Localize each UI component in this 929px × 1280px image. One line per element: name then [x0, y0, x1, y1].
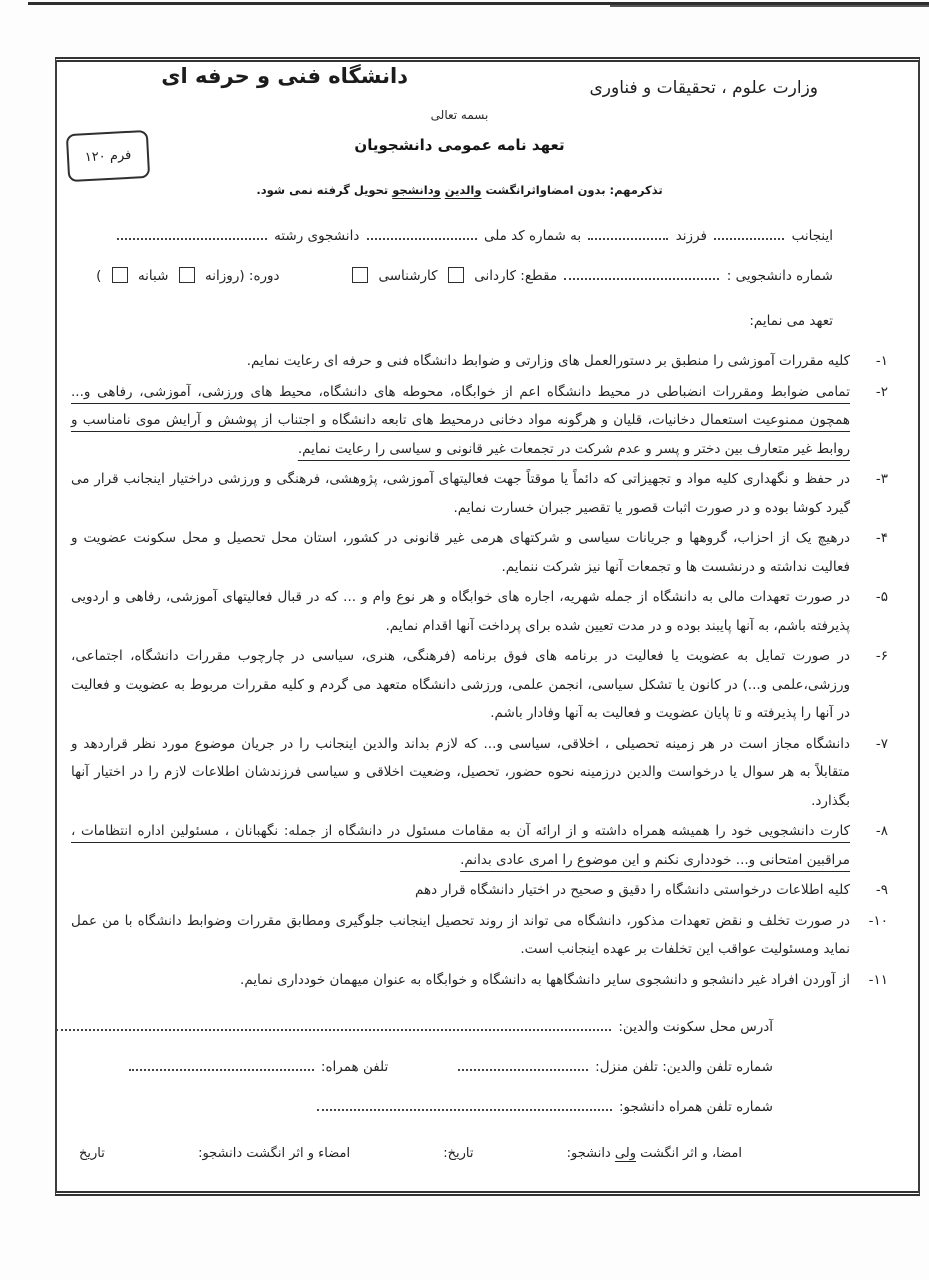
item-text: در صورت تعهدات مالی به دانشگاه از جمله شهریه، اجاره های خوابگاه و هر نوع وام و ... که در قبال فعالیتهای آموزشی، رفاهی و اردویی پذیرفته باشم، به آنها پایبند بوده و در مدت تعیین شده برای پرداخت آنها اقدام نمایم.	[71, 589, 850, 634]
student-identity-line	[71, 224, 833, 248]
commitment-item-2	[71, 378, 888, 464]
label-parents-phone: شماره تلفن والدین: تلفن منزل:	[595, 1059, 773, 1075]
commitment-item-1	[71, 347, 888, 376]
item-number: ۴-	[875, 530, 888, 546]
item-text: دانشگاه مجاز است در هر زمینه تحصیلی ، اخلاقی، سیاسی و... که لازم بداند والدین اینجانب را در جریان موضوع مورد نظر قراردهد و متقابلاً به هر سوال یا درخواست والدین درزمینه نحوه حضور، تحصیل، وضعیت اخلاقی و سیاسی فرزندشان اطلاعات لازم را در اختیار آنها بگذارد.	[71, 735, 850, 809]
item-number: ۸-	[875, 823, 888, 839]
form-border-frame	[55, 57, 920, 1196]
item-number: ۱-	[875, 353, 888, 369]
item-text: از آوردن افراد غیر دانشجو و دانشجوی سایر دانشگاهها به دانشگاه و خوابگاه به عنوان میهمان خودداری نمایم.	[240, 971, 850, 988]
blank-national-id[interactable]	[367, 226, 477, 240]
parents-phone-line	[71, 1054, 773, 1080]
commitment-item-11	[71, 966, 888, 995]
item-number: ۷-	[875, 735, 888, 752]
checkbox-shabane[interactable]	[112, 267, 128, 283]
checkbox-rozane[interactable]	[179, 267, 195, 283]
blank-father-name[interactable]	[588, 226, 668, 240]
bismillah-text: بسمه تعالی	[430, 108, 489, 122]
label-parents-address: آدرس محل سکونت والدین:	[618, 1019, 773, 1035]
blank-student-number[interactable]	[564, 266, 719, 280]
commitment-item-4	[71, 524, 888, 581]
blank-student-name[interactable]	[714, 226, 784, 240]
label-national-id: به شماره کد ملی	[483, 228, 582, 244]
important-note-tail: تحویل گرفته نمی شود.	[256, 183, 393, 197]
item-number: ۶-	[875, 648, 888, 664]
parent-signature-tail: دانشجو:	[566, 1146, 615, 1161]
item-number: ۳-	[875, 471, 888, 487]
item-number: ۱۰-	[868, 912, 888, 929]
item-text: درهیچ یک از احزاب، گروهها و جریانات سیاسی و شرکتهای هرمی غیر قانونی در کشور، استان محل تحصیل و محل سکونت عضویت و فعالیت نداشته و درنشست ها و تجمعات آنها نیز شرکت ننمایم.	[71, 530, 850, 575]
form-body	[71, 212, 888, 1161]
label-i-undersigned: اینجانب	[791, 228, 833, 244]
commitment-item-6	[71, 642, 888, 728]
label-karshenasi: کارشناسی	[378, 268, 438, 284]
item-text: در حفظ و نگهداری کلیه مواد و تجهیزاتی که دائماً یا موقتاً جهت فعالیتهای آموزشی، پژوهشی، فرهنگی و ورزشی دراختیار اینجانب قرار می گیرد کوشا بوده و در صورت اثبات قصور یا تقصیر جبران خسارت نمایم.	[71, 471, 850, 516]
student-number-line	[71, 264, 833, 288]
checkbox-karshenasi[interactable]	[352, 267, 368, 283]
pledge-intro: تعهد می نمایم:	[749, 313, 833, 329]
important-note	[57, 183, 862, 197]
blank-major[interactable]	[117, 226, 267, 240]
item-text: در صورت تمایل به عضویت یا فعالیت در برنامه های فوق برنامه (فرهنگی، هنری، سیاسی در چارچوب مقررات دانشگاه، اجتماعی، ورزشی،علمی و...) در کانون یا تشکل سیاسی، انجمن علمی، ورزشی دانشگاه متعهد می گردم و کلیه مقررات مربوط به عضویت و فعالیت در آنها را پذیرفته و تا پایان عضویت و فعالیت به آنها وفادار باشم.	[71, 648, 850, 721]
commitment-item-9	[71, 876, 888, 905]
signature-row	[79, 1146, 742, 1161]
item-text: کلیه اطلاعات درخواستی دانشگاه را دقیق و صحیح در اختیار دانشگاه قرار دهم	[414, 882, 850, 898]
form-number-box	[66, 130, 150, 182]
student-signature-label: امضاء و اثر انگشت دانشجو:	[198, 1146, 351, 1161]
commitment-item-7	[71, 730, 888, 816]
label-course-rozane: دوره: (روزانه	[205, 268, 280, 284]
blank-student-mobile[interactable]	[317, 1097, 612, 1111]
commitment-item-8	[71, 817, 888, 874]
checkbox-kardani[interactable]	[448, 267, 464, 283]
blank-home-phone[interactable]	[458, 1057, 588, 1071]
parent-signature-guardian-word: ولی	[614, 1146, 636, 1161]
form-title: تعهد نامه عمومی دانشجویان	[354, 136, 565, 154]
commitment-item-5	[71, 583, 888, 640]
item-number: ۱۱-	[868, 971, 888, 988]
commitment-item-3	[71, 465, 888, 522]
label-level-kardani: مقطع: کاردانی	[474, 268, 558, 284]
label-child-of: فرزند	[675, 228, 707, 244]
item-number: ۵-	[875, 589, 888, 605]
label-shabane: شبانه	[137, 268, 169, 284]
date-field-2: تاریخ	[79, 1146, 105, 1161]
item-text: کارت دانشجویی خود را همیشه همراه داشته و از ارائه آن به مقامات مسئول در دانشگاه از جمله: نگهبانان ، مسئولین اداره انتظامات ، مراقبین امتحانی و... خودداری نکنم و این موضوع را امری عادی بدانم.	[71, 823, 850, 868]
important-note-parents-word: والدین	[444, 183, 482, 197]
form-number-label: فرم ۱۲۰	[84, 147, 132, 165]
important-note-student-word: ودانشجو	[392, 183, 441, 197]
important-note-text: تذکرمهم: بدون امضاواثرانگشت	[481, 183, 663, 197]
student-mobile-line	[71, 1094, 773, 1120]
commitment-list	[71, 347, 888, 994]
commitment-item-10	[71, 907, 888, 964]
label-major: دانشجوی رشته	[274, 228, 360, 244]
scan-artifact-line-2	[610, 5, 929, 7]
label-student-number: شماره دانشجویی :	[726, 268, 833, 284]
item-number: ۲-	[875, 383, 888, 400]
parents-address-line	[71, 1014, 773, 1040]
ministry-title: وزارت علوم ، تحقیقات و فناوری	[589, 78, 818, 98]
item-text: در صورت تخلف و نقض تعهدات مذکور، دانشگاه می تواند از روند تحصیل اینجانب جلوگیری ومطابق مقررات وضوابط دانشگاه با من عمل نماید ومسئولیت عواقب این تخلفات بر عهده اینجانب است.	[71, 912, 850, 957]
blank-parents-address[interactable]	[56, 1017, 611, 1031]
parent-signature-text: امضا، و اثر انگشت	[636, 1146, 742, 1161]
date-field-1: تاریخ:	[443, 1146, 474, 1161]
item-text: کلیه مقررات آموزشی را منطبق بر دستورالعمل های وزارتی و ضوابط دانشگاه فنی و حرفه ای رعایت نمایم.	[246, 353, 850, 369]
parent-signature-label	[567, 1146, 742, 1161]
university-title: دانشگاه فنی و حرفه ای	[161, 64, 408, 88]
item-text: تمامی ضوابط ومقررات انضباطی در محیط دانشگاه اعم از خوابگاه، محوطه های دانشگاه، محیط های ورزشی، آموزشی، رفاهی و... همچون ممنوعیت استعمال دخانیات، قلیان و هرگونه مواد دخانی درمحیط های تابعه دانشگاه و اجتناب از پوشش و آرایش موی نامناسب و روابط غیر متعارف بین دختر و پسر و عدم شرکت در تجمعات غیر قانونی و سیاسی را رعایت نمایم.	[71, 383, 850, 457]
label-parents-mobile: تلفن همراه:	[320, 1059, 389, 1075]
item-number: ۹-	[875, 882, 888, 898]
label-student-mobile: شماره تلفن همراه دانشجو:	[618, 1099, 773, 1115]
paren-close: )	[96, 268, 102, 284]
blank-parents-mobile[interactable]	[129, 1057, 314, 1071]
